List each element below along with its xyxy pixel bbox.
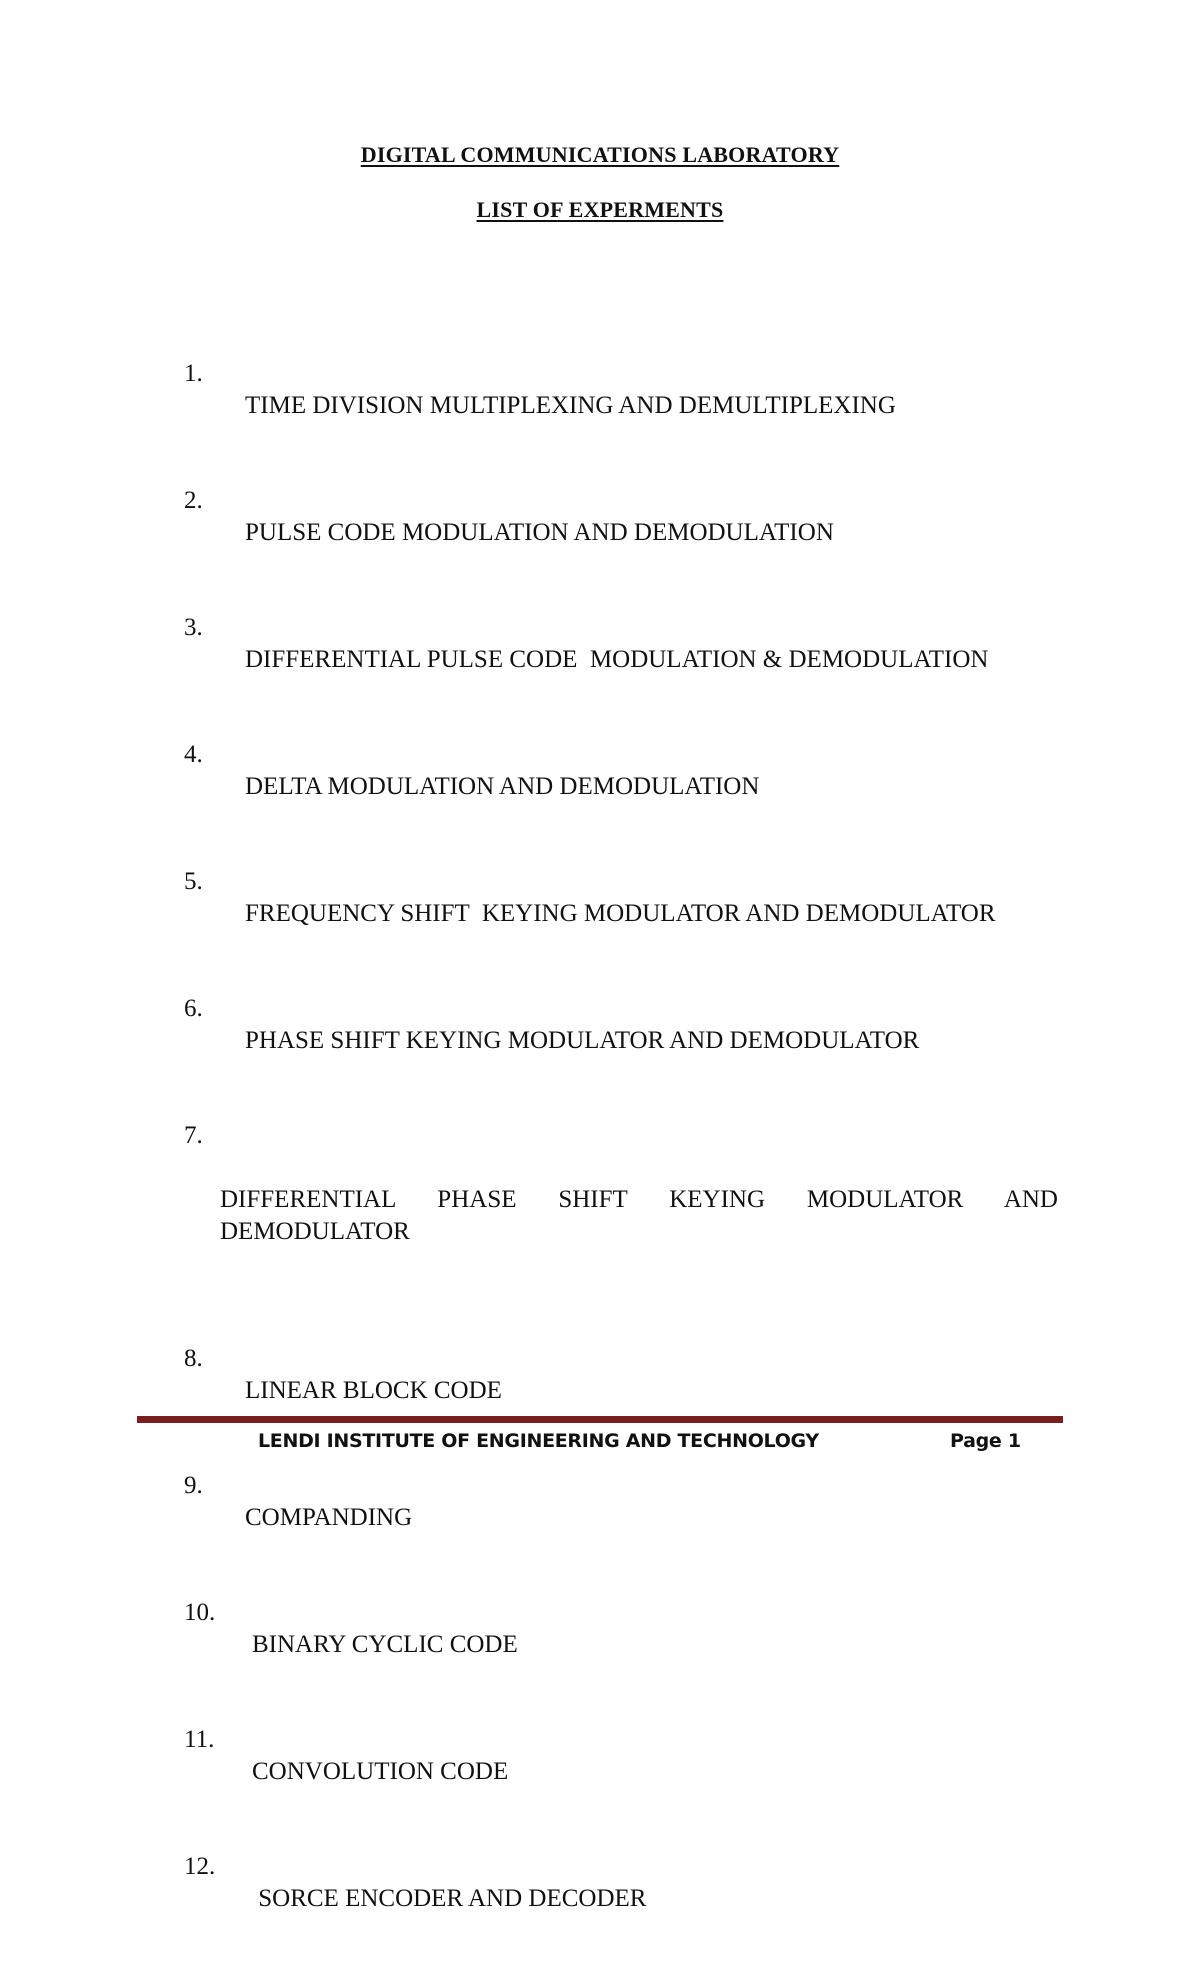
item-number: 11. — [184, 1726, 215, 1753]
item-number: 7. — [184, 1122, 203, 1149]
item-number: 1. — [184, 360, 203, 387]
item-number: 8. — [184, 1345, 203, 1372]
item-number: 5. — [184, 868, 203, 895]
item-number: 10. — [184, 1599, 216, 1626]
item-number: 9. — [184, 1472, 203, 1499]
footer-divider — [137, 1416, 1063, 1423]
item-number: 12. — [184, 1853, 216, 1880]
item-text: PULSE CODE MODULATION AND DEMODULATION — [245, 519, 834, 546]
footer-institute-name: LENDI INSTITUTE OF ENGINEERING AND TECHNOLOGY — [258, 1430, 819, 1452]
page-subtitle: LIST OF EXPERMENTS — [476, 197, 724, 222]
item-text: CONVOLUTION CODE — [252, 1758, 509, 1785]
list-item — [184, 1851, 1058, 1947]
item-text: LINEAR BLOCK CODE — [245, 1377, 502, 1404]
experiment-list — [184, 358, 1058, 1978]
footer-page-number: Page 1 — [950, 1430, 1021, 1452]
list-item — [184, 1470, 1058, 1566]
list-item — [184, 739, 1058, 835]
list-item — [184, 1724, 1058, 1820]
list-item — [184, 1343, 1058, 1439]
list-item — [184, 1120, 1058, 1312]
item-text: SORCE ENCODER AND DECODER — [252, 1885, 647, 1912]
list-item — [184, 612, 1058, 708]
item-text: FREQUENCY SHIFT KEYING MODULATOR AND DEMODULATOR — [245, 900, 996, 927]
item-number: 4. — [184, 741, 203, 768]
list-item — [184, 358, 1058, 454]
list-item — [184, 866, 1058, 962]
page-title: DIGITAL COMMUNICATIONS LABORATORY — [360, 142, 840, 167]
item-text: COMPANDING — [245, 1504, 413, 1531]
item-number: 6. — [184, 995, 203, 1022]
item-text: TIME DIVISION MULTIPLEXING AND DEMULTIPLEXING — [245, 392, 896, 419]
item-text: DIFFERENTIAL PHASE SHIFT KEYING MODULATOR AND DEMODULATOR — [220, 1186, 1058, 1245]
item-text: DIFFERENTIAL PULSE CODE MODULATION & DEMODULATION — [245, 646, 989, 673]
item-number: 2. — [184, 487, 203, 514]
item-text: PHASE SHIFT KEYING MODULATOR AND DEMODULATOR — [245, 1027, 920, 1054]
item-number: 3. — [184, 614, 203, 641]
list-item — [184, 1597, 1058, 1693]
list-item — [184, 993, 1058, 1089]
item-text: BINARY CYCLIC CODE — [252, 1631, 518, 1658]
list-item — [184, 485, 1058, 581]
item-text: DELTA MODULATION AND DEMODULATION — [245, 773, 760, 800]
